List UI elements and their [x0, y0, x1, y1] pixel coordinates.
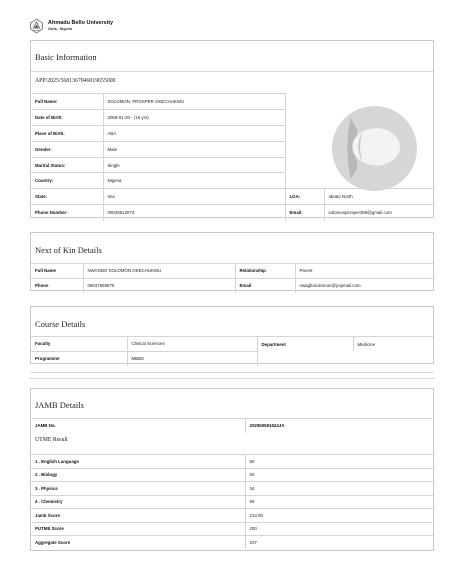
- subject-label: 3 . Physics: [31, 482, 245, 496]
- state-label: State:: [31, 189, 103, 205]
- field-value: 08037569870: [83, 278, 235, 293]
- phone-label: Phone Number:: [31, 205, 103, 221]
- field-value: Medicine: [353, 337, 433, 352]
- utme-result-title: UTME Result: [35, 437, 68, 443]
- subject-label: 2 . Biology: [31, 468, 245, 482]
- field-label: Faculty: [31, 337, 127, 352]
- subject-label: 4 . Chemistry: [31, 495, 245, 509]
- avatar-placeholder-icon: [332, 106, 417, 191]
- subject-score: 59: [245, 495, 433, 509]
- next-of-kin-title: Next of Kin Details: [35, 245, 102, 255]
- university-name: Ahmadu Bello University: [48, 20, 114, 26]
- table-row: [31, 351, 433, 366]
- field-label: Email: [235, 278, 295, 293]
- lga-value: Ideato North: [324, 189, 433, 205]
- field-value: SOLOMON, PROSPER OKECHUKWU: [103, 94, 285, 110]
- table-row: [31, 482, 433, 496]
- next-of-kin-card: [30, 232, 434, 291]
- table-row: [31, 278, 433, 293]
- table-row: [31, 264, 433, 279]
- field-value: Male: [103, 141, 285, 157]
- course-details-card: [30, 306, 434, 364]
- field-value: 2009-01-20 - (16 yrs): [103, 109, 285, 125]
- table-row: [31, 522, 433, 536]
- field-label: Programme: [31, 351, 127, 366]
- jamb-no-label: JAMB No.: [31, 419, 245, 433]
- divider: [30, 378, 434, 379]
- subject-score: 34: [245, 482, 433, 496]
- table-row: [31, 509, 433, 523]
- field-label: Country:: [31, 173, 103, 189]
- field-value: Nigeria: [103, 173, 285, 189]
- field-label: Full Name: [31, 264, 83, 279]
- subject-score: 60: [245, 455, 433, 469]
- field-label: Place of Birth:: [31, 125, 103, 141]
- field-label: Date of Birth:: [31, 109, 103, 125]
- putme-score-value: 200: [245, 522, 433, 536]
- application-number: APP/2025/568136704601965500​0: [35, 78, 116, 84]
- field-label: Gender:: [31, 141, 103, 157]
- email-value: solomonprosper359@gmail.com: [324, 205, 433, 221]
- field-value: NWAGBO SOLOMON OKECHUKWU: [83, 264, 235, 279]
- field-label: Marital Status:: [31, 157, 103, 173]
- table-row: [31, 455, 433, 469]
- utme-score-table: [31, 454, 433, 549]
- table-row: [31, 419, 433, 433]
- table-row: [31, 337, 433, 352]
- aggregate-score-value: 207: [245, 536, 433, 550]
- table-row: [31, 468, 433, 482]
- field-label: Relationship: [235, 264, 295, 279]
- jamb-details-card: [30, 388, 434, 551]
- jamb-no-value: 202550591624JA: [245, 419, 433, 433]
- university-location: Zaria - Nigeria: [48, 27, 72, 31]
- page-header: [29, 15, 113, 37]
- course-details-title: Course Details: [35, 319, 86, 329]
- basic-information-title: Basic Information: [35, 52, 97, 62]
- divider: [31, 71, 433, 72]
- field-value: nwagbosolomon@yopmail.com: [295, 278, 433, 293]
- university-logo: [29, 18, 44, 34]
- field-value: Clinical Sciences: [127, 337, 257, 352]
- table-row: [31, 495, 433, 509]
- jamb-score-label: Jamb Score: [31, 509, 245, 523]
- divider: [30, 372, 434, 373]
- field-value: Parent: [295, 264, 433, 279]
- field-value: Single: [103, 157, 285, 173]
- course-details-table: [31, 336, 433, 366]
- passport-photo-cell: [285, 93, 435, 204]
- jamb-details-title: JAMB Details: [35, 400, 84, 410]
- table-row: [31, 536, 433, 550]
- subject-label: 1 . English Language: [31, 455, 245, 469]
- aggregate-score-label: Aggregate Score: [31, 536, 245, 550]
- jamb-score-value: 213.00: [245, 509, 433, 523]
- field-label: Phone: [31, 278, 83, 293]
- email-label: Email:: [285, 205, 324, 221]
- table-row: [31, 205, 433, 221]
- lga-label: LGA:: [285, 189, 324, 205]
- basic-information-card: [30, 40, 434, 218]
- next-of-kin-table: [31, 263, 433, 293]
- field-value: MBBS: [127, 351, 257, 366]
- subject-score: 60: [245, 468, 433, 482]
- field-value: ABA: [103, 125, 285, 141]
- field-label: Full Name:: [31, 94, 103, 110]
- putme-score-label: PUTME Score: [31, 522, 245, 536]
- field-label: Department: [257, 337, 353, 352]
- state-value: Imo: [103, 189, 285, 205]
- phone-value: 09039612074: [103, 205, 285, 221]
- jamb-number-table: [31, 418, 433, 433]
